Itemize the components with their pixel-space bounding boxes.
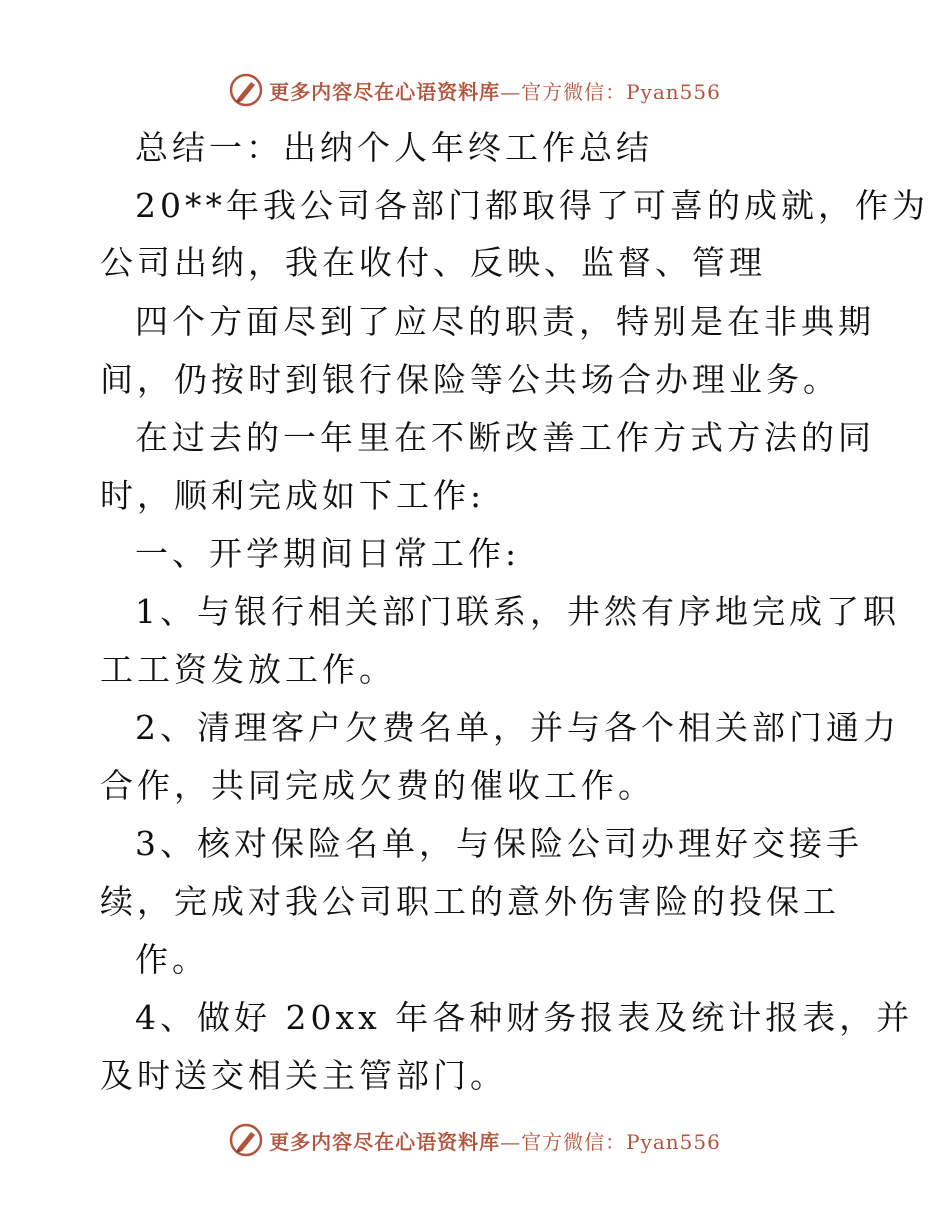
section-heading: 一、开学期间日常工作:	[135, 534, 521, 573]
banner-text: 更多内容尽在心语资料库—官方微信：Pyan556	[269, 1129, 721, 1154]
text-line: 在过去的一年里在不断改善工作方式方法的同	[135, 418, 875, 457]
pen-logo-icon	[229, 1123, 263, 1157]
footer-banner	[0, 1120, 950, 1160]
text-line: 合作，共同完成欠费的催收工作。	[100, 766, 655, 805]
text-line: 4、做好 20xx 年各种财务报表及统计报表，并	[135, 998, 914, 1037]
text-line: 工工资发放工作。	[100, 650, 396, 689]
text-line: 四个方面尽到了应尽的职责，特别是在非典期	[135, 302, 875, 341]
header-banner	[0, 70, 950, 110]
text-line: 续，完成对我公司职工的意外伤害险的投保工	[100, 882, 840, 921]
text-line: 时，顺利完成如下工作:	[100, 476, 486, 515]
text-line: 公司出纳，我在收付、反映、监督、管理	[100, 243, 766, 282]
document-title: 总结一：出纳个人年终工作总结	[135, 128, 653, 167]
text-line: 及时送交相关主管部门。	[100, 1056, 507, 1095]
text-line: 20**年我公司各部门都取得了可喜的成就，作为	[135, 186, 929, 225]
text-line: 1、与银行相关部门联系，井然有序地完成了职	[135, 592, 900, 631]
text-line: 作。	[135, 940, 209, 979]
pen-logo-icon	[229, 73, 263, 107]
banner-text: 更多内容尽在心语资料库—官方微信：Pyan556	[269, 79, 721, 104]
text-line: 间，仍按时到银行保险等公共场合办理业务。	[100, 360, 840, 399]
text-line: 2、清理客户欠费名单，并与各个相关部门通力	[135, 708, 900, 747]
text-line: 3、核对保险名单，与保险公司办理好交接手	[135, 824, 863, 863]
